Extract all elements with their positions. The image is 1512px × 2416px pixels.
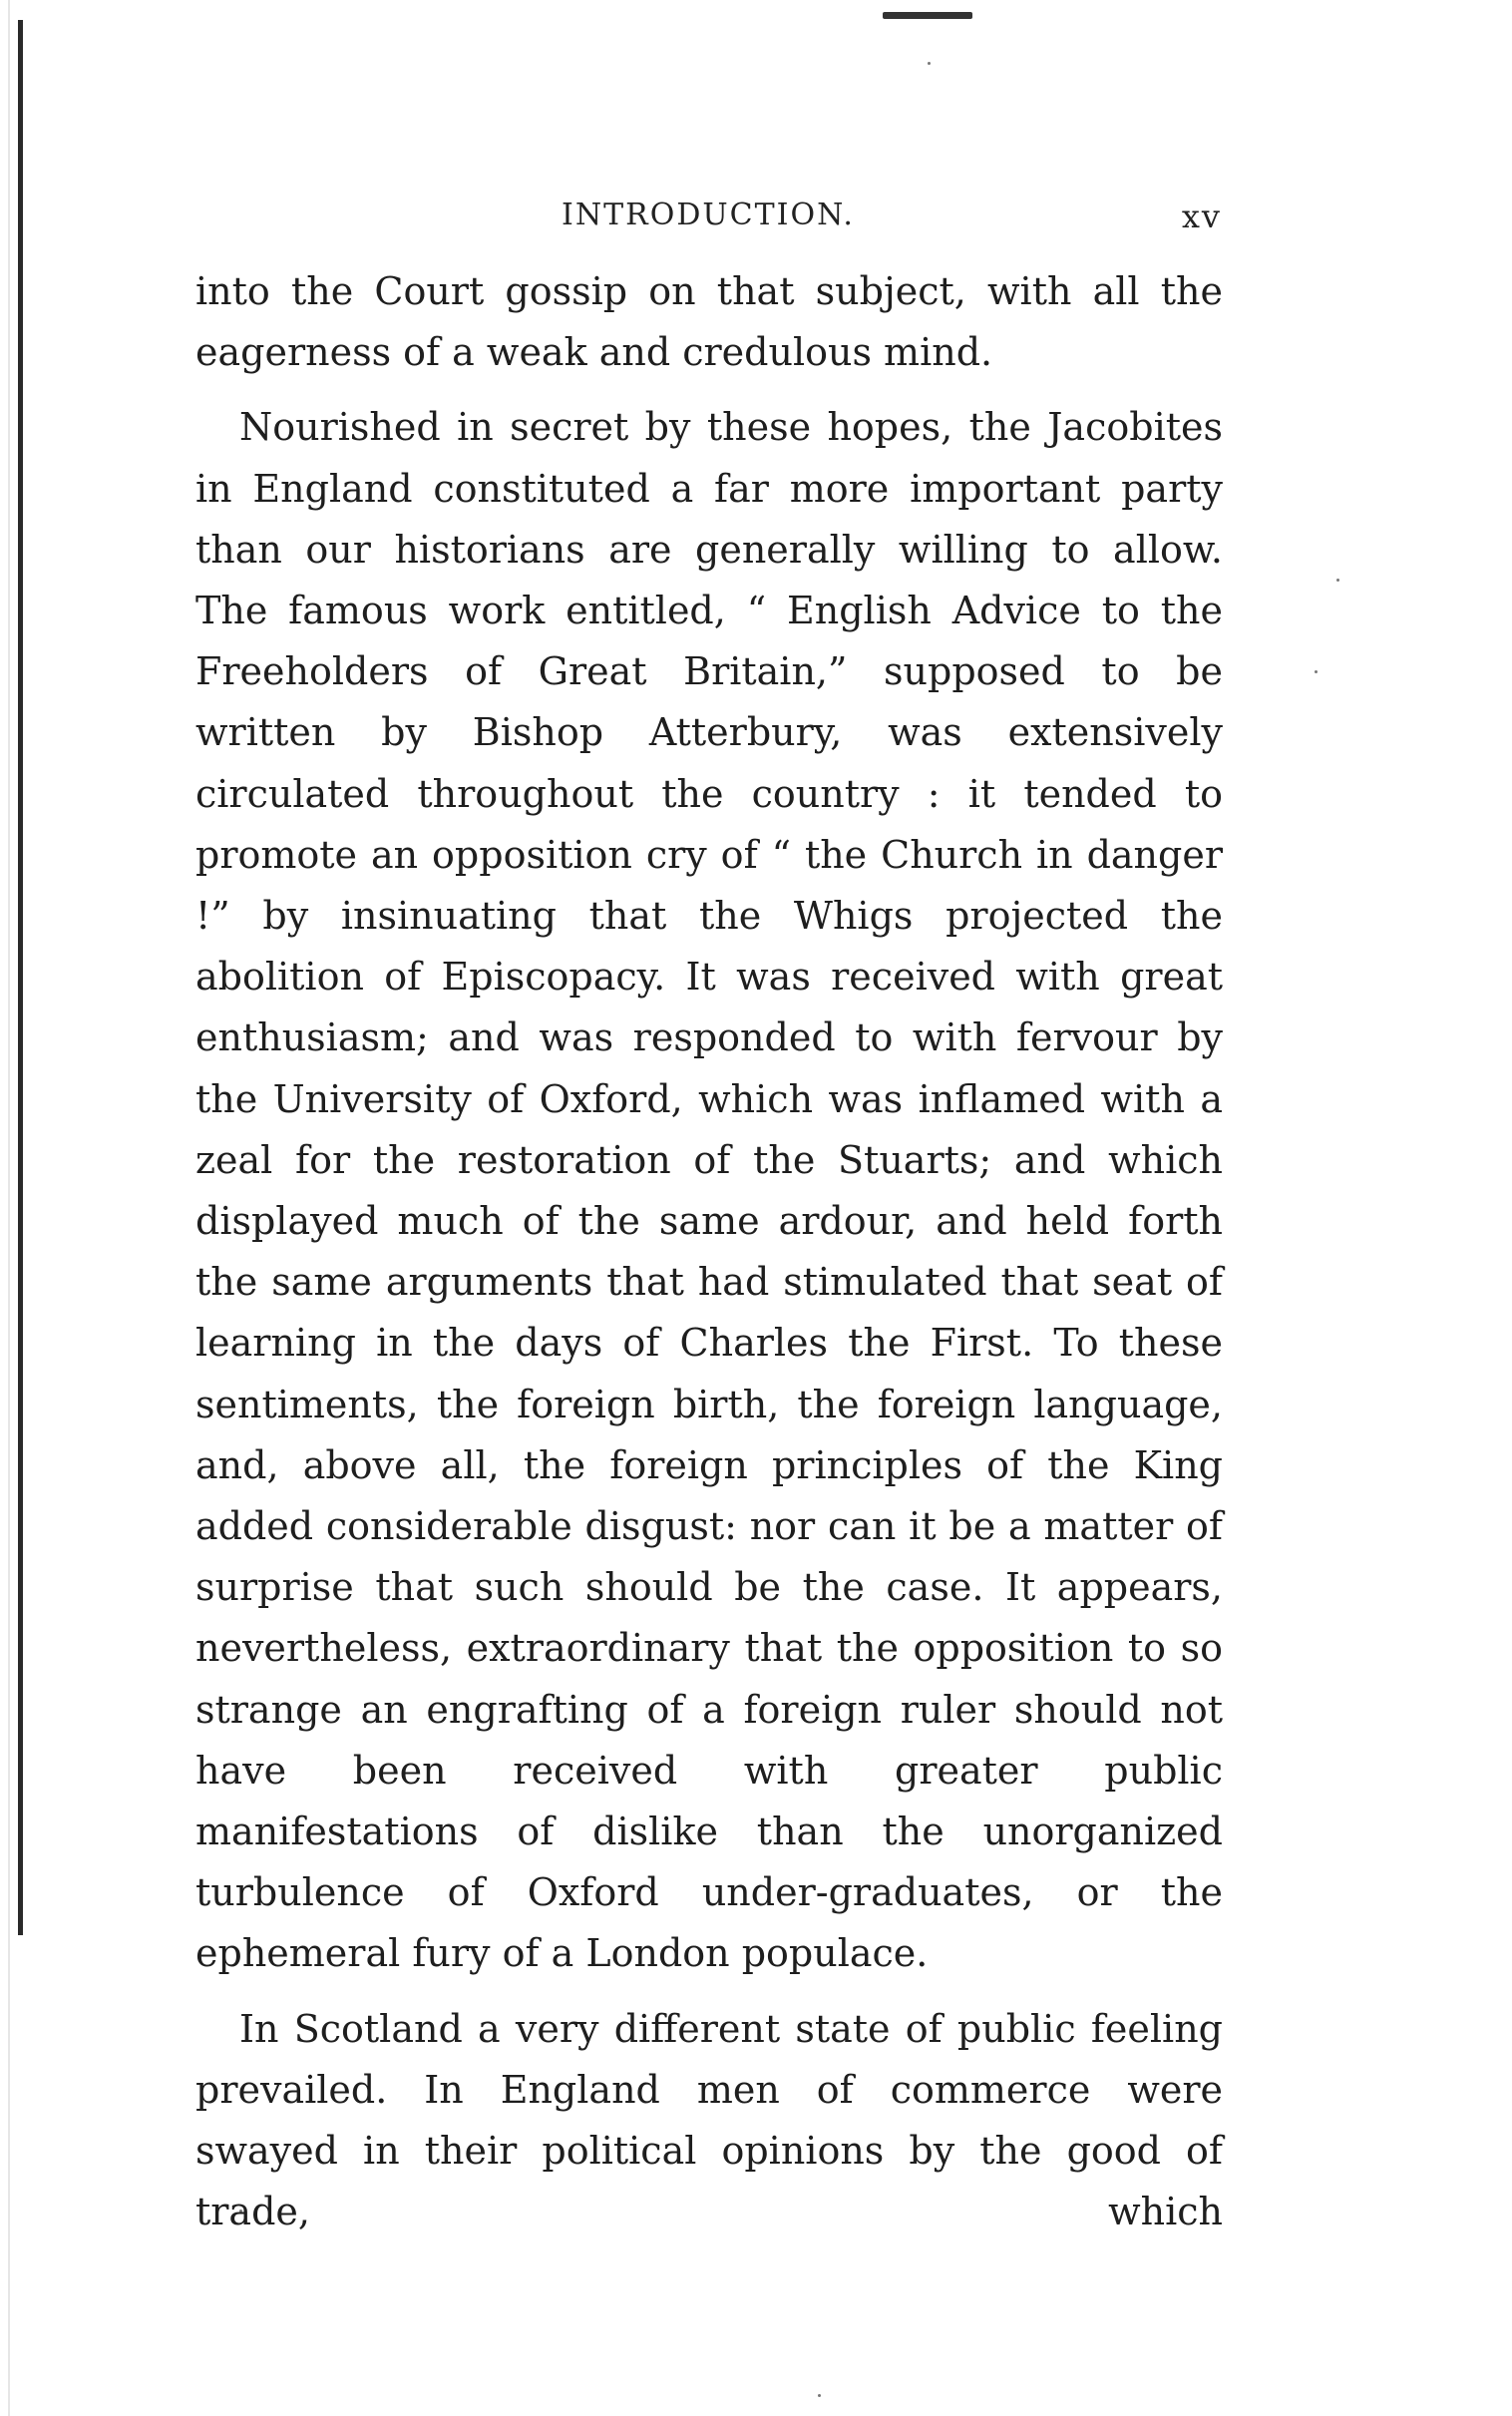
page-number: xv bbox=[1181, 198, 1222, 235]
scan-mark bbox=[883, 12, 972, 19]
speck bbox=[1336, 579, 1339, 582]
speck bbox=[818, 2394, 821, 2397]
paragraph-1: into the Court gossip on that subject, with all the eagerness of a weak and credulous mind. bbox=[195, 269, 1223, 375]
body-text bbox=[195, 261, 1223, 2243]
running-head: INTRODUCTION. bbox=[562, 198, 855, 232]
speck bbox=[928, 62, 931, 65]
scan-shadow bbox=[8, 0, 10, 2416]
page-binding-edge bbox=[18, 20, 23, 1935]
paragraph-2: Nourished in secret by these hopes, the Jacobites in England constituted a far more important party than our historians are generally willing to allow. The famous work entitled, “ English Advice to the Freeholders of Great Britain,” supposed to be written by Bishop Atterbury, was extensively circulated throughout the country : it tended to promote an opposition cry of “ the Church in danger !” by insinuating that the Whigs projected the abolition of Episcopacy. It was received with great enthusiasm; and was responded to with fervour by the University of Oxford, which was inflamed with a zeal for the restoration of the Stuarts; and which displayed much of the same ardour, and held forth the same arguments that had stimulated that seat of learning in the days of Charles the First. To these sentiments, the foreign birth, the foreign language, and, above all, the foreign principles of the King added considerable disgust: nor can it be a matter of surprise that such should be the case. It appears, nevertheless, extraordinary that the opposition to so strange an engrafting of a foreign ruler should not have been received with greater public manifestations of dislike than the unorganized turbulence of Oxford under-graduates, or the ephemeral fury of a London populace. bbox=[195, 405, 1223, 1976]
speck bbox=[1315, 670, 1318, 673]
paragraph-3: In Scotland a very different state of public feeling prevailed. In England men of commerce were swayed in their political opinions by the good of trade, which bbox=[195, 2006, 1223, 2234]
page-header bbox=[194, 198, 1222, 247]
